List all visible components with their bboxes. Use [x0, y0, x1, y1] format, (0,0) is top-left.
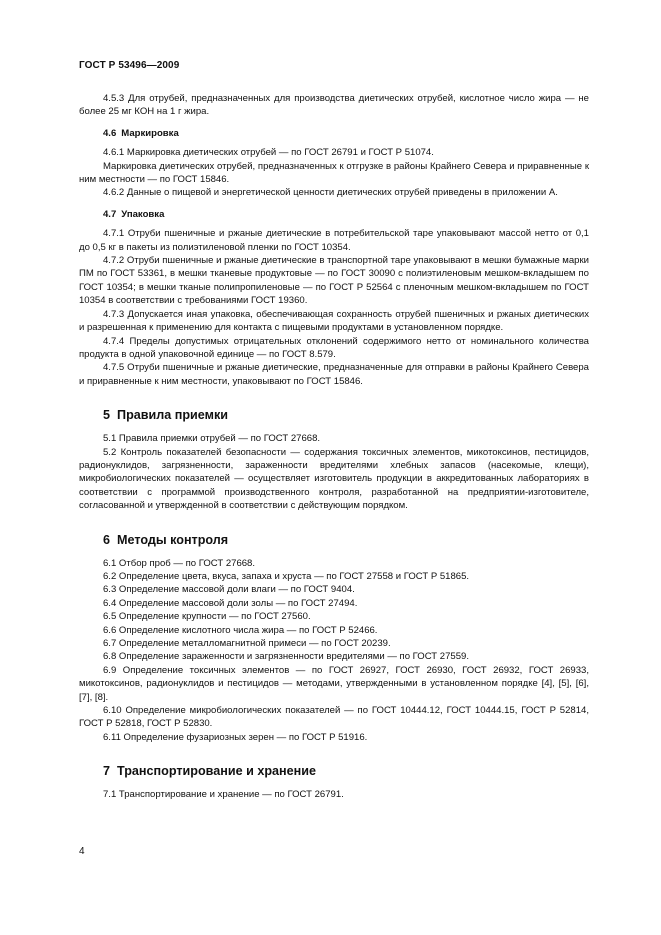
section-number: 6 — [103, 532, 111, 547]
section-heading-7 — [79, 764, 589, 779]
clause-4-6-1-continuation: Маркировка диетических отрубей, предназначенных к отгрузке в районы Крайнего Севера и приравненные к ним местности — по ГОСТ 15846. — [79, 160, 589, 186]
clause-6-3: 6.3 Определение массовой доли влаги — по ГОСТ 9404. — [103, 584, 355, 596]
clause-6-8: 6.8 Определение зараженности и загрязненности вредителями — по ГОСТ 27559. — [103, 651, 469, 663]
clause-4-6-2: 4.6.2 Данные о пищевой и энергетической ценности диетических отрубей приведены в приложении А. — [103, 187, 558, 199]
page-number: 4 — [79, 846, 85, 857]
section-heading-5 — [79, 408, 589, 423]
clause-7-1: 7.1 Транспортирование и хранение — по ГОСТ 26791. — [103, 789, 344, 801]
clause-6-7: 6.7 Определение металломагнитной примеси — по ГОСТ 20239. — [103, 638, 391, 649]
clause-6-6: 6.6 Определение кислотного числа жира — по ГОСТ Р 52466. — [103, 624, 378, 636]
subsection-title: Упаковка — [121, 208, 165, 220]
clause-4-7-3: 4.7.3 Допускается иная упаковка, обеспечивающая сохранность отрубей пшеничных и ржаных диетических и разрешенная к применению для контакта с пищевыми продуктами в установленном порядке. — [79, 308, 589, 334]
standard-designation: ГОСТ Р 53496—2009 — [79, 60, 180, 71]
section-title: Транспортирование и хранение — [117, 764, 316, 779]
clause-4-7-4: 4.7.4 Пределы допустимых отрицательных отклонений содержимого нетто от номинального количества продукта в одной упаковочной единице — по ГОСТ 8.579. — [79, 335, 589, 360]
clause-6-9: 6.9 Определение токсичных элементов — по ГОСТ 26927, ГОСТ 26930, ГОСТ 26932, ГОСТ 26933, микотоксинов, радионуклидов и пестицидов — методами, утвержденными в установленном порядке [4], [5], [6], [7], [8]. — [79, 664, 589, 703]
section-number: 5 — [103, 408, 111, 423]
section-number: 7 — [103, 764, 111, 779]
clause-6-1: 6.1 Отбор проб — по ГОСТ 27668. — [103, 557, 256, 569]
page-body — [79, 92, 589, 802]
clause-4-7-5: 4.7.5 Отруби пшеничные и ржаные диетические, предназначенные для отправки в районы Крайнего Севера и приравненные к ним местности, упаковывают по ГОСТ 15846. — [79, 362, 589, 387]
clause-6-5: 6.5 Определение крупности — по ГОСТ 27560. — [103, 611, 311, 623]
section-title: Правила приемки — [117, 408, 228, 423]
clause-4-6-1: 4.6.1 Маркировка диетических отрубей — по ГОСТ 26791 и ГОСТ Р 51074. — [103, 147, 434, 159]
subsection-heading-4-7 — [79, 208, 589, 221]
subsection-heading-4-6 — [79, 127, 589, 140]
clause-5-2: 5.2 Контроль показателей безопасности — содержания токсичных элементов, микотоксинов, пестицидов, радионуклидов, загрязненности, зараженности вредителями хлебных запасов (насекомые, клещи), микробиологических показателей — осуществляет изготовитель продукции в аккредитованных лабораториях в соответствии с программой производственного контроля, разработанной на предприятии-изготовителе, согласованной и утвержденной в соответствии с действующим порядком. — [79, 446, 589, 512]
clause-4-7-1: 4.7.1 Отруби пшеничные и ржаные диетические в потребительской таре упаковывают массой нетто от 0,1 до 0,5 кг в пакеты из полиэтиленовой пленки по ГОСТ 10354. — [79, 228, 589, 253]
subsection-number: 4.7 — [103, 208, 117, 220]
clause-6-4: 6.4 Определение массовой доли золы — по ГОСТ 27494. — [103, 597, 358, 609]
clause-6-11: 6.11 Определение фузариозных зерен — по ГОСТ Р 51916. — [103, 731, 368, 743]
section-heading-6 — [79, 533, 589, 548]
clause-4-7-2: 4.7.2 Отруби пшеничные и ржаные диетические в транспортной таре упаковывают в мешки бумажные марки ПМ по ГОСТ 53361, в мешки тканевые продуктовые — по ГОСТ 30090 с полиэтиленовым мешком-вкладышем по ГОСТ 10354; в мешки тканые полипропиленовые — по ГОСТ Р 52564 с пленочным мешком-вкладышем по ГОСТ 10354 в соответствии с требованиями ГОСТ 19360. — [79, 255, 589, 307]
subsection-number: 4.6 — [103, 127, 117, 139]
clause-4-5-3: 4.5.3 Для отрубей, предназначенных для производства диетических отрубей, кислотное число жира — не более 25 мг КОН на 1 г жира. — [79, 93, 589, 118]
section-title: Методы контроля — [117, 532, 229, 547]
subsection-title: Маркировка — [121, 127, 179, 139]
clause-6-10: 6.10 Определение микробиологических показателей — по ГОСТ 10444.12, ГОСТ 10444.15, ГОСТ Р 52814, ГОСТ Р 52818, ГОСТ Р 52830. — [79, 705, 589, 730]
clause-5-1: 5.1 Правила приемки отрубей — по ГОСТ 27668. — [103, 433, 321, 445]
clause-6-2: 6.2 Определение цвета, вкуса, запаха и хруста — по ГОСТ 27558 и ГОСТ Р 51865. — [103, 570, 470, 582]
